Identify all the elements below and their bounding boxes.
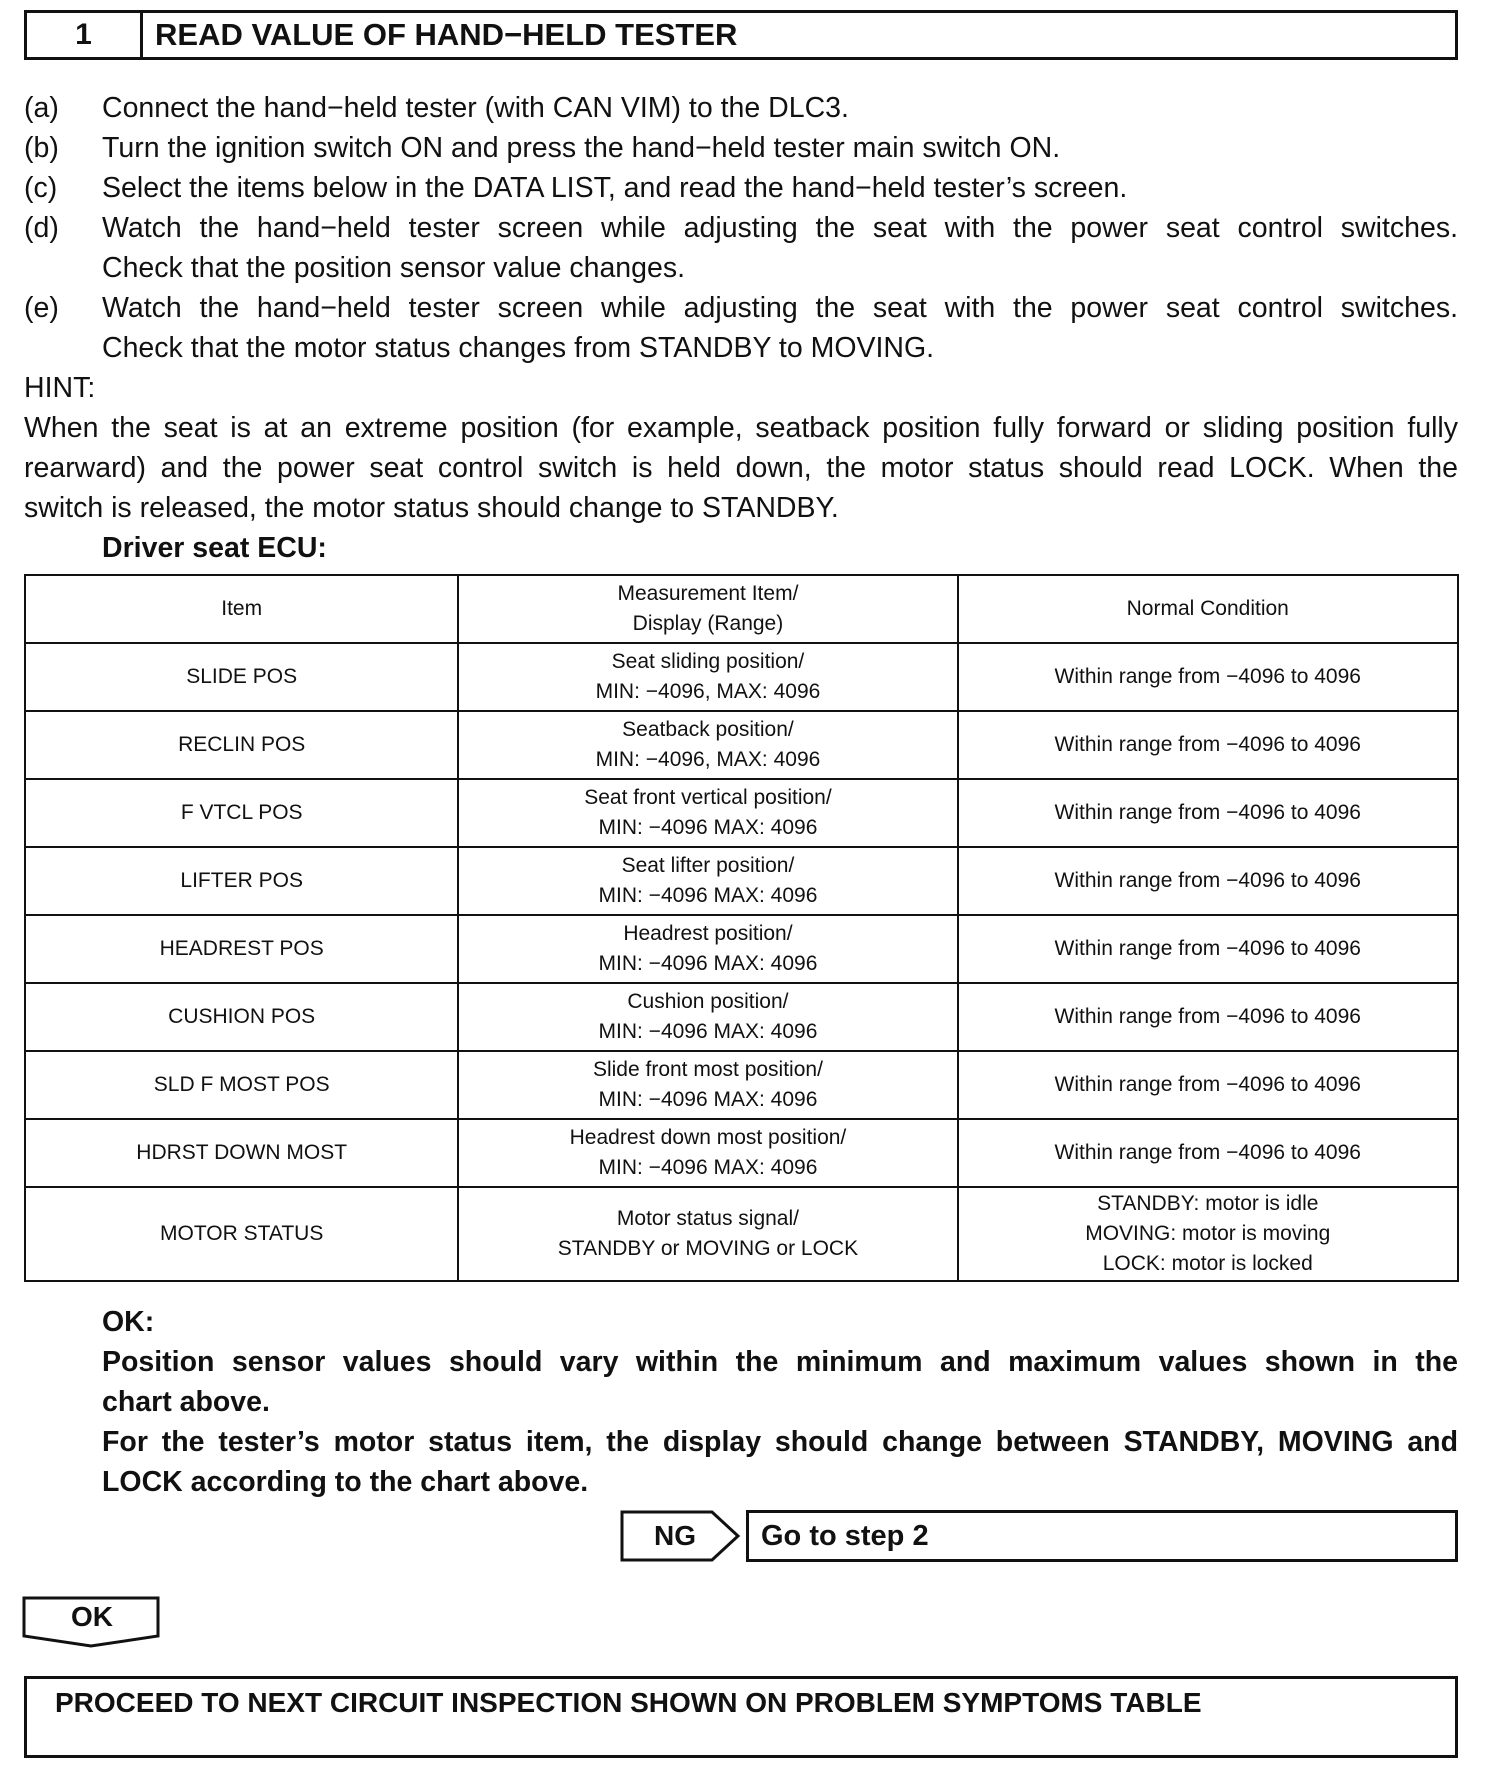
cell-normal: Within range from −4096 to 4096 — [958, 1051, 1458, 1119]
step-number: 1 — [27, 13, 143, 57]
cell-measurement: Cushion position/ MIN: −4096 MAX: 4096 — [458, 983, 957, 1051]
cell-item: MOTOR STATUS — [25, 1187, 458, 1281]
table-row — [25, 1187, 1458, 1281]
ok-criteria — [102, 1302, 1458, 1502]
table-row — [25, 1051, 1458, 1119]
ok-branch-tag — [22, 1596, 162, 1648]
step-text: Watch the hand−held tester screen while adjusting the seat with the power seat control switches. — [102, 212, 1458, 244]
ok-text-line: LOCK according to the chart above. — [102, 1466, 589, 1498]
hint-text-line: switch is released, the motor status should change to STANDBY. — [24, 492, 839, 524]
cell-measurement: Seat front vertical position/ MIN: −4096 MAX: 4096 — [458, 779, 957, 847]
step-title: READ VALUE OF HAND−HELD TESTER — [155, 17, 738, 52]
instruction-step-c — [24, 168, 1458, 208]
cell-normal: Within range from −4096 to 4096 — [958, 779, 1458, 847]
step-letter: (e) — [24, 292, 59, 324]
final-step-box: PROCEED TO NEXT CIRCUIT INSPECTION SHOWN ON PROBLEM SYMPTOMS TABLE — [24, 1676, 1458, 1758]
cell-measurement: Seatback position/ MIN: −4096, MAX: 4096 — [458, 711, 957, 779]
table-header-row — [25, 575, 1458, 643]
cell-normal: Within range from −4096 to 4096 — [958, 1119, 1458, 1187]
ok-label: OK: — [102, 1306, 155, 1338]
cell-normal: Within range from −4096 to 4096 — [958, 711, 1458, 779]
step-letter: (a) — [24, 92, 59, 124]
hint-text-line: rearward) and the power seat control switch is held down, the motor status should read LOCK. When the — [24, 452, 1458, 484]
ng-label: NG — [654, 1520, 696, 1551]
step-text: Select the items below in the DATA LIST, and read the hand−held tester’s screen. — [102, 172, 1128, 204]
cell-item: SLD F MOST POS — [25, 1051, 458, 1119]
ok-text-line: For the tester’s motor status item, the display should change between STANDBY, MOVING and — [102, 1426, 1458, 1458]
table-row — [25, 711, 1458, 779]
table-row — [25, 779, 1458, 847]
cell-measurement: Seat sliding position/ MIN: −4096, MAX: 4096 — [458, 643, 957, 711]
header-measurement: Measurement Item/ Display (Range) — [458, 575, 957, 643]
cell-measurement: Headrest down most position/ MIN: −4096 MAX: 4096 — [458, 1119, 957, 1187]
step-letter: (d) — [24, 212, 59, 244]
step-text: Watch the hand−held tester screen while adjusting the seat with the power seat control switches. — [102, 292, 1458, 324]
table-row — [25, 643, 1458, 711]
cell-item: HEADREST POS — [25, 915, 458, 983]
table-row — [25, 1119, 1458, 1187]
table-row — [25, 983, 1458, 1051]
ng-branch — [620, 1510, 1458, 1562]
cell-item: CUSHION POS — [25, 983, 458, 1051]
ok-text-line: Position sensor values should vary within the minimum and maximum values shown in the — [102, 1346, 1458, 1378]
ok-tag-label: OK — [71, 1601, 113, 1632]
cell-measurement: Motor status signal/ STANDBY or MOVING or LOCK — [458, 1187, 957, 1281]
hint-text-line: When the seat is at an extreme position (for example, seatback position fully forward or sliding position fully — [24, 412, 1458, 444]
cell-normal: Within range from −4096 to 4096 — [958, 983, 1458, 1051]
instruction-step-e-cont — [24, 328, 1458, 368]
cell-normal: Within range from −4096 to 4096 — [958, 847, 1458, 915]
instruction-step-a — [24, 88, 1458, 128]
cell-measurement: Seat lifter position/ MIN: −4096 MAX: 4096 — [458, 847, 957, 915]
cell-item: F VTCL POS — [25, 779, 458, 847]
header-item: Item — [25, 575, 458, 643]
go-to-step-box: Go to step 2 — [746, 1510, 1458, 1562]
instruction-step-d-cont — [24, 248, 1458, 288]
instruction-step-e — [24, 288, 1458, 328]
header-normal-condition: Normal Condition — [958, 575, 1458, 643]
step-letter: (c) — [24, 172, 58, 204]
table-row — [25, 915, 1458, 983]
table-subheading: Driver seat ECU: — [102, 532, 327, 564]
instruction-step-d — [24, 208, 1458, 248]
step-letter: (b) — [24, 132, 59, 164]
hint-label: HINT: — [24, 372, 96, 404]
step-text: Connect the hand−held tester (with CAN VIM) to the DLC3. — [102, 92, 849, 124]
cell-item: HDRST DOWN MOST — [25, 1119, 458, 1187]
cell-normal: Within range from −4096 to 4096 — [958, 915, 1458, 983]
table-row — [25, 847, 1458, 915]
ok-text-line: chart above. — [102, 1386, 270, 1418]
cell-measurement: Slide front most position/ MIN: −4096 MAX: 4096 — [458, 1051, 957, 1119]
step-header — [24, 10, 1458, 60]
cell-measurement: Headrest position/ MIN: −4096 MAX: 4096 — [458, 915, 957, 983]
instructions — [24, 88, 1458, 568]
step-text: Check that the motor status changes from STANDBY to MOVING. — [102, 332, 935, 364]
step-text: Turn the ignition switch ON and press the hand−held tester main switch ON. — [102, 132, 1061, 164]
step-text: Check that the position sensor value changes. — [102, 252, 686, 284]
cell-normal: Within range from −4096 to 4096 — [958, 643, 1458, 711]
cell-item: SLIDE POS — [25, 643, 458, 711]
cell-item: LIFTER POS — [25, 847, 458, 915]
cell-item: RECLIN POS — [25, 711, 458, 779]
cell-normal: STANDBY: motor is idle MOVING: motor is moving LOCK: motor is locked — [958, 1187, 1458, 1281]
data-list-table — [24, 574, 1459, 1282]
instruction-step-b — [24, 128, 1458, 168]
